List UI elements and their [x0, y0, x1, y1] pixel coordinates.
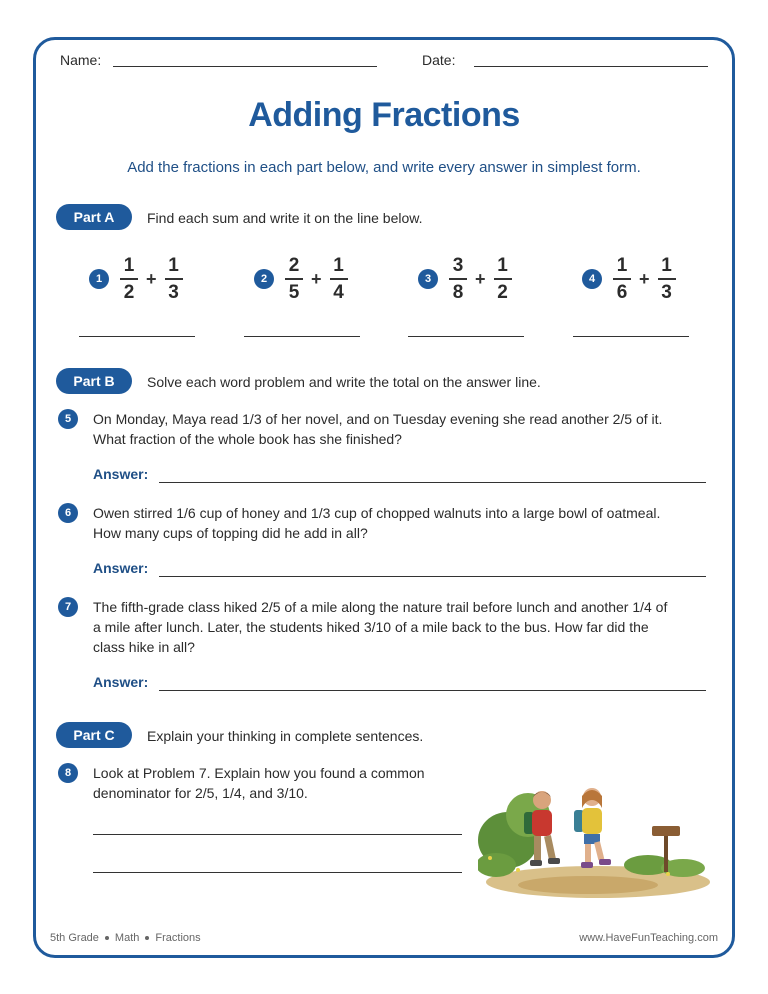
answer-label: Answer: [93, 674, 149, 690]
problem-number-badge: 3 [418, 269, 438, 289]
answer-line-7[interactable] [159, 690, 706, 691]
problem-number-badge: 5 [58, 409, 78, 429]
footer-website[interactable]: www.HaveFunTeaching.com [579, 932, 718, 944]
problem-number-badge: 2 [254, 269, 274, 289]
part-b-badge: Part B [56, 368, 132, 394]
fraction: $\frac{1}{3}$ [165, 256, 183, 302]
word-problem-7: The fifth-grade class hiked 2/5 of a mile along the nature trail before lunch and another 1/4 of a mile after lunch. Later, the students hiked 3/10 of a mile back to the bus. How far did the class hike in all? [93, 599, 668, 655]
fraction: $\frac{1}{3}$ [658, 256, 676, 302]
answer-line-5[interactable] [159, 482, 706, 483]
plus-sign: + [639, 268, 650, 289]
name-line[interactable] [113, 66, 377, 67]
answer-line-4[interactable] [573, 336, 689, 337]
fraction: $\frac{2}{5}$ [285, 256, 303, 302]
problem-number-badge: 7 [58, 597, 78, 617]
word-problem-5: On Monday, Maya read 1/3 of her novel, and on Tuesday evening she read another 2/5 of it. What fraction of the whole book has she finished? [93, 411, 663, 447]
problem-2 [254, 256, 351, 302]
explain-problem-8: Look at Problem 7. Explain how you found a common denominator for 2/5, 1/4, and 3/10. [93, 765, 425, 801]
page-title: Adding Fractions [248, 96, 520, 134]
problem-number-badge: 8 [58, 763, 78, 783]
fraction: $\frac{1}{2}$ [120, 256, 138, 302]
answer-line-3[interactable] [408, 336, 524, 337]
fraction: $\frac{1}{6}$ [613, 256, 631, 302]
problem-number-badge: 4 [582, 269, 602, 289]
part-c-badge: Part C [56, 722, 132, 748]
page-subtitle: Add the fractions in each part below, and write every answer in simplest form. [127, 159, 641, 176]
part-b-instruction: Solve each word problem and write the total on the answer line. [147, 374, 541, 390]
problem-1 [89, 256, 186, 302]
explain-line-2[interactable] [93, 872, 462, 873]
answer-line-1[interactable] [79, 336, 195, 337]
explain-line-1[interactable] [93, 834, 462, 835]
footer-tags: 5th Grade Math Fractions [50, 932, 201, 944]
fraction: $\frac{1}{2}$ [494, 256, 512, 302]
part-c-instruction: Explain your thinking in complete sentences. [147, 728, 424, 744]
problem-4 [582, 256, 679, 302]
problem-number-badge: 6 [58, 503, 78, 523]
problem-3 [418, 256, 515, 302]
plus-sign: + [475, 268, 486, 289]
answer-line-6[interactable] [159, 576, 706, 577]
date-line[interactable] [474, 66, 708, 67]
answer-label: Answer: [93, 560, 149, 576]
problem-number-badge: 1 [89, 269, 109, 289]
plus-sign: + [311, 268, 322, 289]
hiking-kids-illustration [478, 770, 710, 900]
date-label: Date: [422, 52, 456, 68]
part-a-badge: Part A [56, 204, 132, 230]
answer-line-2[interactable] [244, 336, 360, 337]
plus-sign: + [146, 268, 157, 289]
answer-label: Answer: [93, 466, 149, 482]
name-label: Name: [60, 52, 102, 68]
word-problem-6: Owen stirred 1/6 cup of honey and 1/3 cup of chopped walnuts into a large bowl of oatmeal. How many cups of topping did he add in all? [93, 505, 661, 541]
fraction: $\frac{1}{4}$ [330, 256, 348, 302]
fraction: $\frac{3}{8}$ [449, 256, 467, 302]
part-a-instruction: Find each sum and write it on the line below. [147, 210, 423, 226]
